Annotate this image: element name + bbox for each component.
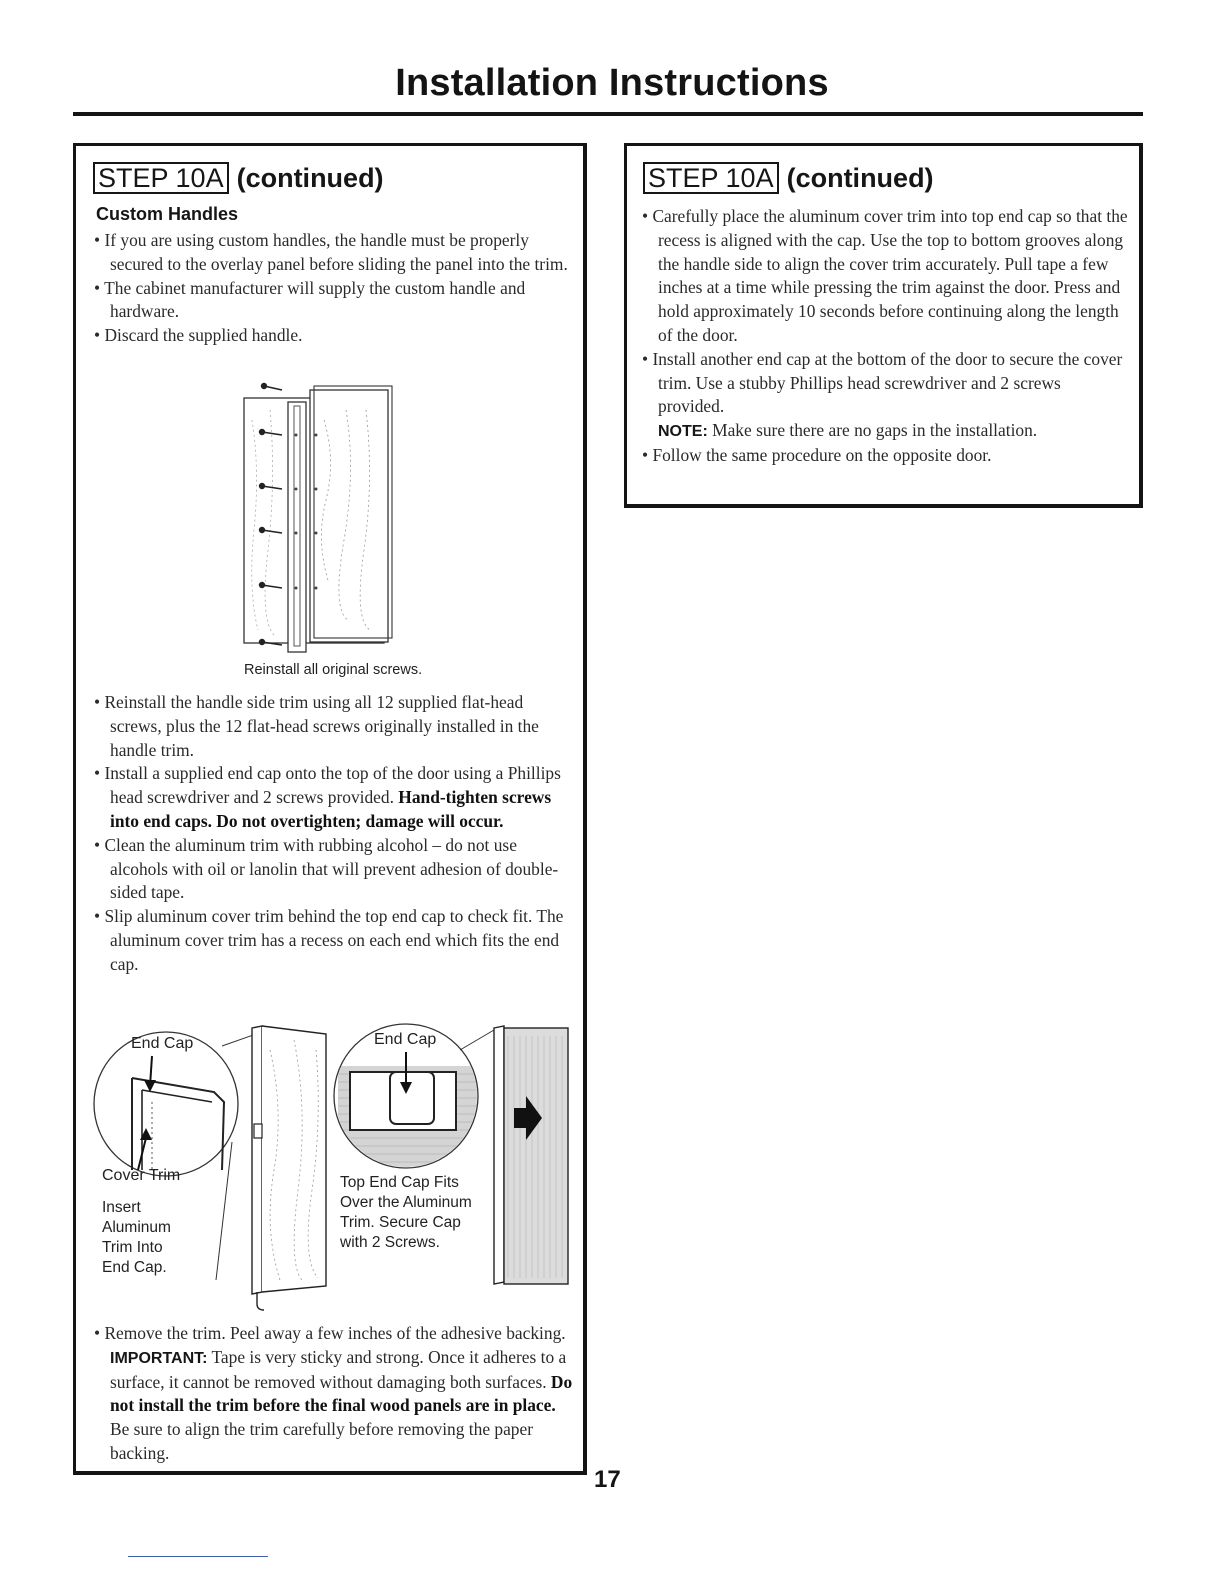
list-item: • Clean the aluminum trim with rubbing alcohol – do not use alcohols with oil or lanolin that will prevent adhesion of double-sided tape. — [94, 834, 559, 903]
list-item: • Install a supplied end cap onto the top of the door using a Phillips head screwdriver and 2 screws provided. Hand-tighten screws into end caps. Do not overtighten; damage will occur. — [94, 763, 561, 831]
list-item: • If you are using custom handles, the handle must be properly secured to the overlay panel before sliding the panel into the trim. — [94, 230, 568, 274]
handle-trim-figure — [236, 380, 396, 655]
custom-handles-heading: Custom Handles — [96, 204, 239, 224]
list-item: • Carefully place the aluminum cover trim into top end cap so that the recess is aligned with the cap. Use the top to bottom grooves along the handle side to align the cover trim accurately. Pull tape a few inches at a time while pressing the trim against the door. Press and hold approximately 10 seconds before continuing along the length of the door. — [642, 206, 1128, 345]
title-rule — [73, 112, 1143, 116]
list-item: • Discard the supplied handle. — [94, 325, 303, 346]
right-step-list — [642, 205, 1130, 468]
remove-trim-list — [94, 1322, 574, 1466]
end-cap-label-left: End Cap — [131, 1035, 194, 1052]
list-item: • Follow the same procedure on the opposite door. — [642, 444, 992, 465]
top-cap-label: Top End Cap Fits Over the Aluminum Trim. Secure Cap with 2 Screws. — [340, 1174, 472, 1251]
right-step-heading — [643, 162, 934, 194]
list-item: • Slip aluminum cover trim behind the top end cap to check fit. The aluminum cover trim has a recess on each end which fits the end cap. — [94, 906, 564, 974]
step-tag: STEP 10A — [643, 162, 779, 194]
screw-icon — [260, 384, 282, 645]
left-step-heading — [93, 162, 384, 194]
list-item: • The cabinet manufacturer will supply the custom handle and hardware. — [94, 277, 526, 322]
step-continued: (continued) — [786, 163, 934, 193]
footer-line — [128, 1556, 268, 1557]
important-note: IMPORTANT: Tape is very sticky and strong. Once it adheres to a surface, it cannot be removed without damaging both surfaces. Do not install the trim before the final wood panels are in place. Be sure to align the trim carefully before removing the paper backing. — [110, 1346, 573, 1463]
list-item: • Reinstall the handle side trim using all 12 supplied flat-head screws, plus the 12 flat-head screws originally installed in the handle trim. — [94, 692, 539, 760]
page-number: 17 — [594, 1466, 621, 1493]
custom-handles-list — [94, 229, 572, 348]
page-title: Installation Instructions — [395, 62, 829, 104]
list-item: • Remove the trim. Peel away a few inches of the adhesive backing. — [94, 1323, 566, 1343]
end-cap-label-right: End Cap — [374, 1031, 437, 1048]
step-tag: STEP 10A — [93, 162, 229, 194]
cover-trim-label: Cover Trim — [102, 1167, 181, 1184]
figure1-caption: Reinstall all original screws. — [244, 662, 423, 678]
insert-trim-label: Insert Aluminum Trim Into End Cap. — [102, 1199, 171, 1276]
note: NOTE: Make sure there are no gaps in the installation. — [658, 420, 1038, 441]
trim-install-list — [94, 691, 572, 977]
step-continued: (continued) — [236, 163, 384, 193]
list-item: • Install another end cap at the bottom of the door to secure the cover trim. Use a stubby Phillips head screwdriver and 2 screws provided. — [642, 348, 1123, 417]
